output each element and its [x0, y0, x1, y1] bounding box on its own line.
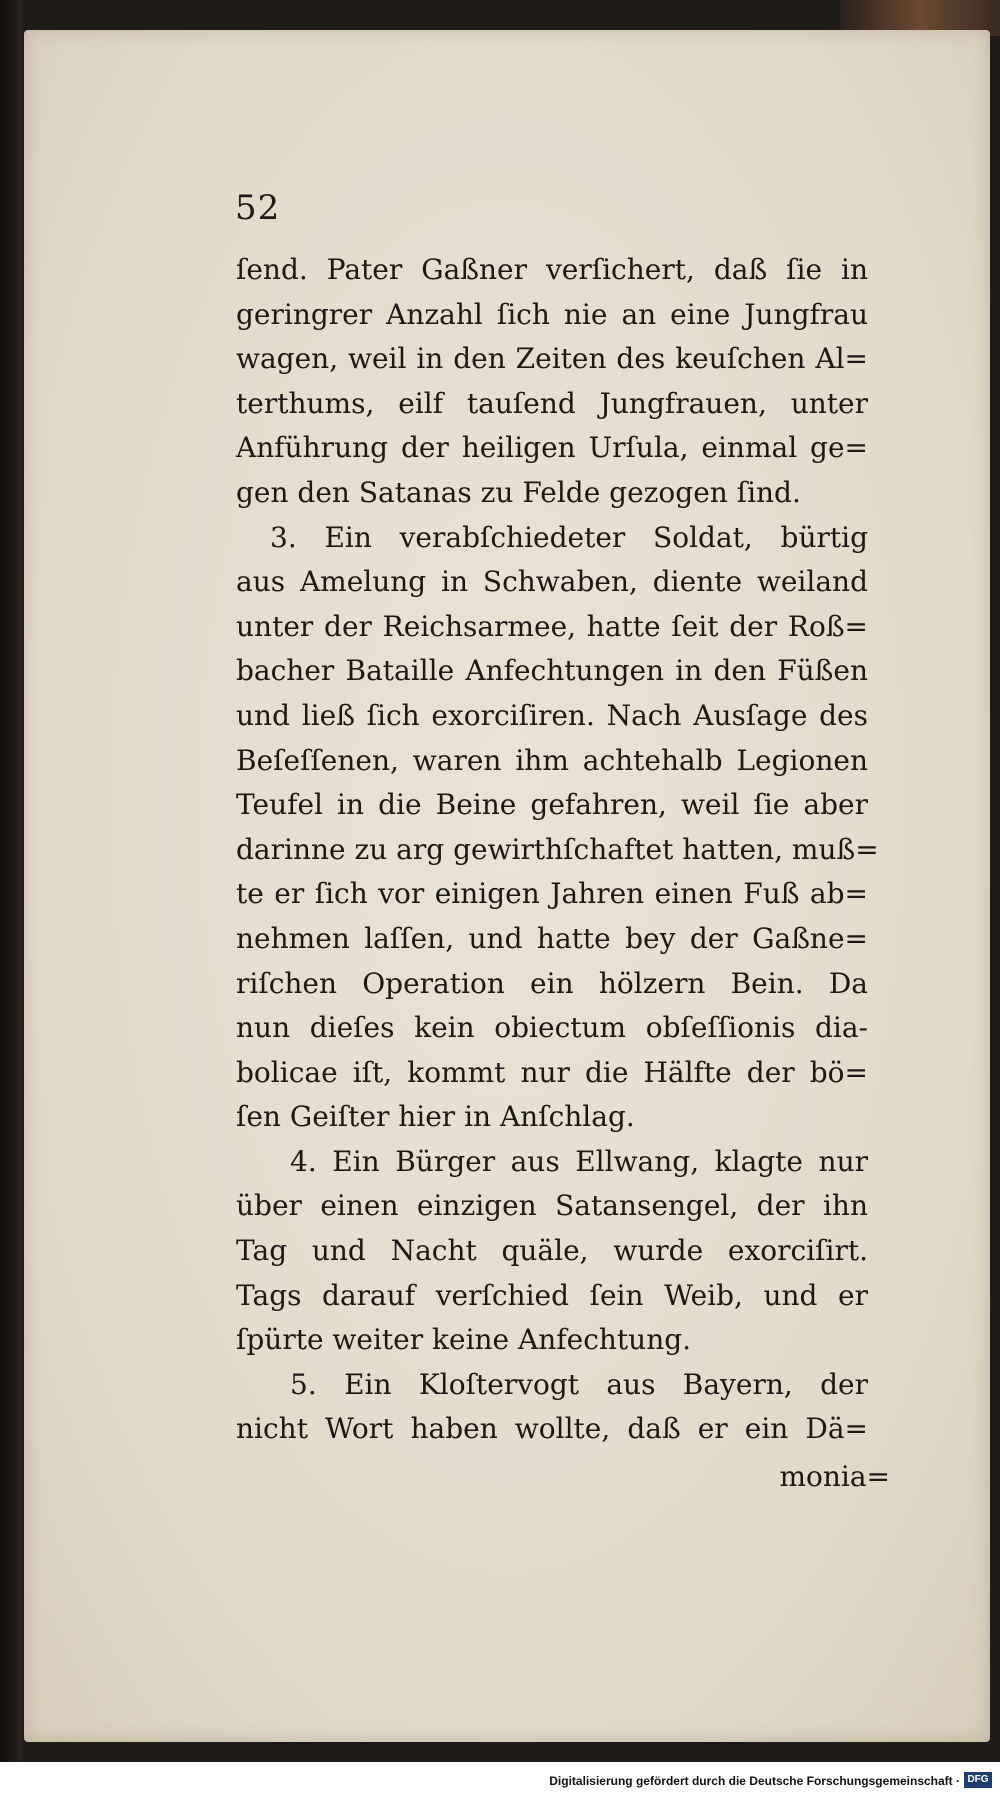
- text-line: terthums, eilf tauſend Jungfrauen, unter: [236, 386, 868, 420]
- text-line: nicht Wort haben wollte, daß er ein Dä=: [236, 1412, 868, 1446]
- text-line: gen den Satanas zu Felde gezogen ſind.: [236, 475, 801, 509]
- text-line: te er ſich vor einigen Jahren einen Fuß ab=: [236, 877, 868, 911]
- page-body-text: [236, 248, 879, 1452]
- dfg-logo: DFG: [964, 1772, 992, 1788]
- text-line: und ließ ſich exorciſiren. Nach Ausſage des: [236, 698, 868, 732]
- text-line: nehmen laſſen, und hatte bey der Gaßne=: [236, 921, 868, 955]
- book-spine-shadow: [0, 0, 22, 1794]
- text-line: ſend. Pater Gaßner verſichert, daß ſie in: [236, 253, 868, 286]
- text-line: aus Amelung in Schwaben, diente weiland: [236, 565, 868, 599]
- text-line: darinne zu arg gewirthſchaftet hatten, muß=: [236, 832, 879, 866]
- text-line: riſchen Operation ein hölzern Bein. Da: [236, 966, 868, 1000]
- text-line: wagen, weil in den Zeiten des keuſchen Al=: [236, 342, 868, 376]
- text-line: über einen einzigen Satansengel, der ihn: [236, 1189, 868, 1223]
- text-line: unter der Reichsarmee, hatte ſeit der Roß=: [236, 609, 868, 643]
- catchword: monia=: [779, 1460, 890, 1493]
- text-line: Beſeſſenen, waren ihm achtehalb Legionen: [236, 743, 868, 777]
- text-line: bacher Bataille Anfechtungen in den Füßen: [236, 654, 868, 688]
- text-line: ſpürte weiter keine Anfechtung.: [236, 1323, 692, 1357]
- text-line: ſen Geiſter hier in Anſchlag.: [236, 1100, 635, 1134]
- text-line: 5. Ein Kloſtervogt aus Bayern, der: [290, 1367, 868, 1401]
- text-line: Anführung der heiligen Urſula, einmal ge=: [236, 431, 868, 465]
- text-line: 3. Ein verabſchiedeter Soldat, bürtig: [270, 520, 868, 554]
- text-line: nun dieſes kein obiectum obſeſſionis dia-: [236, 1011, 868, 1045]
- funding-credit: Digitalisierung gefördert durch die Deutsche Forschungsgemeinschaft ·: [549, 1774, 960, 1788]
- page-number: 52: [235, 188, 281, 228]
- text-line: Tag und Nacht quäle, wurde exorciſirt.: [236, 1234, 868, 1268]
- text-line: Tags darauf verſchied ſein Weib, und er: [236, 1278, 868, 1312]
- text-line: bolicae iſt, kommt nur die Hälfte der bö=: [236, 1055, 868, 1089]
- text-line: 4. Ein Bürger aus Ellwang, klagte nur: [290, 1144, 868, 1178]
- text-line: geringrer Anzahl ſich nie an eine Jungfrau: [236, 297, 868, 331]
- text-line: Teufel in die Beine gefahren, weil ſie aber: [236, 788, 868, 822]
